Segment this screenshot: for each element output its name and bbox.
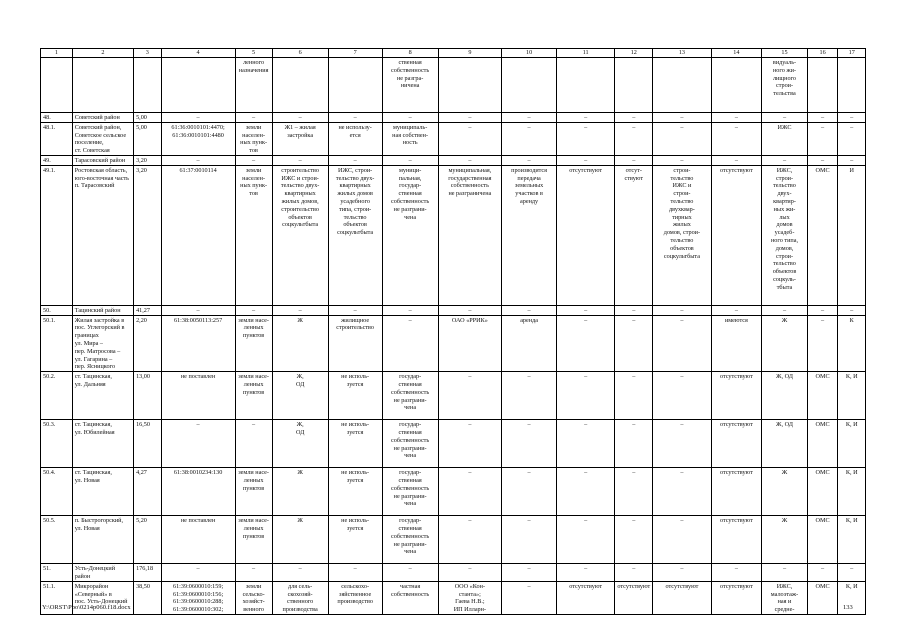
table-cell: земли насе- ленных пунктов (235, 315, 272, 372)
table-cell: 3,20 (134, 165, 162, 305)
table-cell: – (557, 305, 615, 315)
table-cell: государ- ственная собственность не разграни- чена (382, 468, 438, 516)
table-row (41, 468, 866, 516)
table-cell: – (807, 315, 838, 372)
table-cell: К, И (838, 372, 866, 420)
table-cell: ИЖС, малоэтаж- ная и средне- (762, 581, 807, 614)
table-cell: – (161, 564, 235, 582)
table-cell: 61:38:0050113:257 (161, 315, 235, 372)
table-cell: – (161, 420, 235, 468)
table-cell: видуаль- ного жи- лищного строи- тельства (762, 58, 807, 113)
table-cell: – (502, 372, 557, 420)
table-cell (615, 58, 653, 113)
table-cell: 61:37:0010114 (161, 165, 235, 305)
table-cell (161, 58, 235, 113)
table-cell: 4,27 (134, 468, 162, 516)
table-cell: – (653, 315, 711, 372)
column-number-cell: 2 (72, 49, 133, 58)
table-cell: – (502, 516, 557, 564)
table-cell: ст. Тацинская, ул. Новая (72, 468, 133, 516)
table-cell: ИЖС (762, 122, 807, 155)
table-cell: – (615, 305, 653, 315)
table-cell: земли населен- ных пунк- тов (235, 122, 272, 155)
table-cell: – (557, 315, 615, 372)
table-cell (72, 58, 133, 113)
table-cell: – (557, 468, 615, 516)
column-number-cell: 13 (653, 49, 711, 58)
table-cell: 16,50 (134, 420, 162, 468)
table-cell: земли насе- ленных пунктов (235, 516, 272, 564)
table-cell: – (557, 516, 615, 564)
table-body (41, 49, 866, 615)
table-cell: не исполь- зуется (328, 372, 382, 420)
column-number-cell: 17 (838, 49, 866, 58)
table-cell: 176,18 (134, 564, 162, 582)
column-number-cell: 14 (711, 49, 762, 58)
table-cell: 61:39:0600010:159; 61:39:0600010:156; 61:39:0600010:288; 61:39:0600010:302; (161, 581, 235, 614)
table-cell: – (615, 113, 653, 123)
table-cell: 38,50 (134, 581, 162, 614)
table-cell: – (328, 113, 382, 123)
table-cell: 50.5. (41, 516, 73, 564)
table-cell: – (502, 122, 557, 155)
column-number-cell: 15 (762, 49, 807, 58)
table-cell: Ж, ОД (762, 420, 807, 468)
table-cell: – (272, 564, 328, 582)
table-cell: ОМС (807, 165, 838, 305)
table-cell: – (438, 420, 501, 468)
table-cell: Тарасовский район (72, 155, 133, 165)
table-cell: – (382, 305, 438, 315)
table-cell: ООО «Кон- станта»; Гаева Н.В.; ИП Илларн- (438, 581, 501, 614)
table-cell: отсутствуют (711, 468, 762, 516)
table-cell: К, И (838, 468, 866, 516)
table-cell: земли насе- ленных пунктов (235, 468, 272, 516)
table-cell: – (653, 468, 711, 516)
table-cell: – (502, 581, 557, 614)
table-cell: жилищное строительство (328, 315, 382, 372)
table-cell: 50. (41, 305, 73, 315)
table-cell: – (653, 420, 711, 468)
column-number-cell: 11 (557, 49, 615, 58)
table-cell: Ж, ОД (762, 372, 807, 420)
table-row (41, 58, 866, 113)
table-cell: – (762, 305, 807, 315)
table-cell: – (762, 113, 807, 123)
table-cell: муници- пальная, государ- ственная собственность не разграни- чена (382, 165, 438, 305)
table-cell (502, 58, 557, 113)
table-cell: ОМС (807, 372, 838, 420)
table-cell: 5,20 (134, 516, 162, 564)
table-cell: – (557, 372, 615, 420)
table-cell: – (653, 155, 711, 165)
table-cell: ОМС (807, 420, 838, 468)
land-plots-table (40, 48, 866, 615)
table-cell: не использу- ется (328, 122, 382, 155)
table-cell: – (711, 155, 762, 165)
table-cell: 13,00 (134, 372, 162, 420)
column-number-cell: 8 (382, 49, 438, 58)
table-cell: 3,20 (134, 155, 162, 165)
table-cell: – (838, 564, 866, 582)
table-cell: 48.1. (41, 122, 73, 155)
table-cell: – (653, 516, 711, 564)
table-cell: – (557, 122, 615, 155)
table-cell: строи- тельство ИЖС и строи- тельство двухквар- тирных жилых домов, строи- тельство объектов соцкультбыта (653, 165, 711, 305)
table-cell: – (807, 305, 838, 315)
table-cell: – (235, 305, 272, 315)
table-cell: – (438, 305, 501, 315)
table-cell: – (502, 420, 557, 468)
table-cell: – (161, 305, 235, 315)
table-cell: – (235, 420, 272, 468)
table-cell: – (438, 155, 501, 165)
table-cell: муниципаль- ная собствен- ность (382, 122, 438, 155)
column-number-cell: 7 (328, 49, 382, 58)
table-cell: – (438, 468, 501, 516)
table-row (41, 305, 866, 315)
table-cell: – (807, 122, 838, 155)
column-number-cell: 12 (615, 49, 653, 58)
table-cell: – (557, 564, 615, 582)
table-cell: – (438, 564, 501, 582)
table-cell: – (711, 122, 762, 155)
table-cell: Усть-Донецкий район (72, 564, 133, 582)
table-cell: имеются (711, 315, 762, 372)
table-cell: Ж, ОД (272, 372, 328, 420)
table-cell: – (438, 516, 501, 564)
table-cell: – (557, 155, 615, 165)
table-cell: отсутствуют (653, 581, 711, 614)
table-cell (134, 58, 162, 113)
table-row (41, 122, 866, 155)
table-cell: аренда (502, 315, 557, 372)
table-cell: – (762, 155, 807, 165)
table-cell: – (557, 113, 615, 123)
table-cell: – (807, 113, 838, 123)
table-cell: – (838, 122, 866, 155)
table-cell: производится передача земельных участков в аренду (502, 165, 557, 305)
table-cell: – (382, 155, 438, 165)
column-number-cell: 10 (502, 49, 557, 58)
table-cell: – (382, 315, 438, 372)
table-cell: – (502, 155, 557, 165)
table-cell: ст. Тацинская, ул. Дальняя (72, 372, 133, 420)
table-cell: – (502, 564, 557, 582)
table-cell: частная собственность (382, 581, 438, 614)
table-cell: – (653, 113, 711, 123)
table-cell: сельскохо- зяйственное производство (328, 581, 382, 614)
table-cell: – (272, 305, 328, 315)
column-number-cell: 4 (161, 49, 235, 58)
table-cell: для сель- скохозяй- ственного производства (272, 581, 328, 614)
table-cell: – (711, 305, 762, 315)
table-cell: ИЖС, строи- тельство двух- квартирных жилых домов усадебного типа, строи- тельство объектов соцкультбыта (328, 165, 382, 305)
table-cell: ственная собственность не разгра- ничена (382, 58, 438, 113)
table-cell (438, 58, 501, 113)
table-cell: 50.4. (41, 468, 73, 516)
table-cell: К, И (838, 581, 866, 614)
table-cell: – (235, 155, 272, 165)
table-cell: государ- ственная собственность не разграни- чена (382, 420, 438, 468)
table-cell: земли сельско- хозяйст- венного (235, 581, 272, 614)
table-cell: муниципальная, государственная собственность не разграничена (438, 165, 501, 305)
table-cell: 50.2. (41, 372, 73, 420)
table-cell: ОАО «РРИК» (438, 315, 501, 372)
table-cell: Ж (272, 315, 328, 372)
table-cell: – (838, 155, 866, 165)
table-cell (41, 58, 73, 113)
table-row (41, 516, 866, 564)
table-row (41, 315, 866, 372)
table-cell: – (502, 468, 557, 516)
table-cell: – (615, 122, 653, 155)
column-number-cell: 9 (438, 49, 501, 58)
table-cell: К, И (838, 516, 866, 564)
table-cell: 2,20 (134, 315, 162, 372)
table-cell: – (711, 564, 762, 582)
table-cell: – (615, 155, 653, 165)
table-cell: – (838, 113, 866, 123)
table-cell: 50.3. (41, 420, 73, 468)
table-cell: 51. (41, 564, 73, 582)
table-cell: 49.1. (41, 165, 73, 305)
table-cell: п. Быстрогорский, ул. Новая (72, 516, 133, 564)
table-cell (711, 58, 762, 113)
table-cell: 49. (41, 155, 73, 165)
table-cell: отсутствуют (711, 165, 762, 305)
table-cell: – (161, 155, 235, 165)
table-cell: – (807, 155, 838, 165)
table-cell: Советский район (72, 113, 133, 123)
table-cell: – (235, 113, 272, 123)
table-cell: ОМС (807, 468, 838, 516)
table-cell: 50.1. (41, 315, 73, 372)
table-cell: не исполь- зуется (328, 516, 382, 564)
table-cell: отсутствуют (557, 165, 615, 305)
table-cell: – (653, 122, 711, 155)
table-cell: – (235, 564, 272, 582)
table-cell: – (328, 155, 382, 165)
table-cell: – (615, 372, 653, 420)
table-row (41, 420, 866, 468)
table-cell: ст. Тацинская, ул. Юбилейная (72, 420, 133, 468)
table-cell: ОМС (807, 516, 838, 564)
table-cell: Ж (762, 315, 807, 372)
table-cell: 51.1. (41, 581, 73, 614)
table-cell: не исполь- зуется (328, 420, 382, 468)
table-cell: – (762, 564, 807, 582)
table-cell: Ж, ОД (272, 420, 328, 468)
table-cell: – (161, 113, 235, 123)
table-cell: ОМС (807, 581, 838, 614)
table-cell: земли насе- ленных пунктов (235, 372, 272, 420)
table-cell: государ- ственная собственность не разграни- чена (382, 372, 438, 420)
table-cell: 48. (41, 113, 73, 123)
table-cell: – (615, 420, 653, 468)
table-cell: Микрорайон «Северный» в пос. Усть-Донецкий (72, 581, 133, 614)
footer-file-path: Y:\ORST\Ppo\0214p060.f18.docx (42, 604, 131, 611)
table-cell: – (615, 564, 653, 582)
table-cell (653, 58, 711, 113)
table-cell: 41,27 (134, 305, 162, 315)
table-cell: Тацинский район (72, 305, 133, 315)
table-cell: – (615, 516, 653, 564)
table-cell: отсутствуют (615, 581, 653, 614)
table-cell: Ж (272, 468, 328, 516)
column-number-row (41, 49, 866, 58)
table-cell: 61:38:0010234:130 (161, 468, 235, 516)
table-cell: – (502, 305, 557, 315)
table-cell: – (502, 113, 557, 123)
table-cell: 5,00 (134, 122, 162, 155)
table-cell: земли населен- ных пунк- тов (235, 165, 272, 305)
table-cell: – (557, 420, 615, 468)
table-cell (807, 58, 838, 113)
column-number-cell: 16 (807, 49, 838, 58)
table-cell: – (615, 468, 653, 516)
table-cell: не поставлен (161, 516, 235, 564)
table-cell: ленного назначения (235, 58, 272, 113)
table-cell: – (711, 113, 762, 123)
table-cell (328, 58, 382, 113)
table-cell: – (438, 372, 501, 420)
table-cell (557, 58, 615, 113)
table-cell: не поставлен (161, 372, 235, 420)
table-cell (838, 58, 866, 113)
footer-page-number: 133 (843, 604, 853, 611)
table-cell: К (838, 315, 866, 372)
table-cell: отсутствуют (711, 372, 762, 420)
column-number-cell: 5 (235, 49, 272, 58)
table-cell: отсутствуют (557, 581, 615, 614)
table-cell: – (653, 305, 711, 315)
table-cell: Жилая застройка в пос. Углегорский в границах ул. Мира – пер. Матросова – ул. Гагарина – пер. Ясницкого (72, 315, 133, 372)
table-cell: – (382, 564, 438, 582)
table-row (41, 155, 866, 165)
table-cell (272, 58, 328, 113)
table-cell: отсутствуют (711, 420, 762, 468)
table-cell: 61:36:0010101:4470; 61:36:0010101:4480 (161, 122, 235, 155)
table-cell: – (272, 113, 328, 123)
table-cell: И (838, 165, 866, 305)
table-cell: – (653, 564, 711, 582)
column-number-cell: 3 (134, 49, 162, 58)
table-cell: 5,00 (134, 113, 162, 123)
table-cell: не исполь- зуется (328, 468, 382, 516)
column-number-cell: 1 (41, 49, 73, 58)
table-cell: – (272, 155, 328, 165)
table-cell: – (438, 122, 501, 155)
table-cell: Ж1 – жилая застройка (272, 122, 328, 155)
table-row (41, 372, 866, 420)
table-cell: – (653, 372, 711, 420)
table-cell: отсут- ствуют (615, 165, 653, 305)
table-cell: К, И (838, 420, 866, 468)
table-cell: – (615, 315, 653, 372)
table-cell: Ростовская область, юго-восточная часть п. Тарасовский (72, 165, 133, 305)
table-cell: строительство ИЖС и строи- тельство двух- квартирных жилых домов, строительство объектов соцкультбыта (272, 165, 328, 305)
table-row (41, 581, 866, 614)
table-cell: – (328, 564, 382, 582)
column-number-cell: 6 (272, 49, 328, 58)
table-cell: отсутствуют (711, 581, 762, 614)
table-cell: Ж (762, 516, 807, 564)
table-cell: – (438, 113, 501, 123)
table-cell: отсутствуют (711, 516, 762, 564)
table-cell: – (807, 564, 838, 582)
table-cell: ИЖС, строи- тельство двух- квартир- ных жи- лых домов усадеб- ного типа, домов, строи- тельство объектов соцкуль- тбыта (762, 165, 807, 305)
table-row (41, 113, 866, 123)
table-cell: Ж (762, 468, 807, 516)
table-cell: государ- ственная собственность не разграни- чена (382, 516, 438, 564)
table-cell: – (382, 113, 438, 123)
table-row (41, 564, 866, 582)
table-cell: Ж (272, 516, 328, 564)
table-cell: – (328, 305, 382, 315)
table-cell: Советский район, Советское сельское поселение, ст. Советская (72, 122, 133, 155)
table-row (41, 165, 866, 305)
table-cell: – (838, 305, 866, 315)
